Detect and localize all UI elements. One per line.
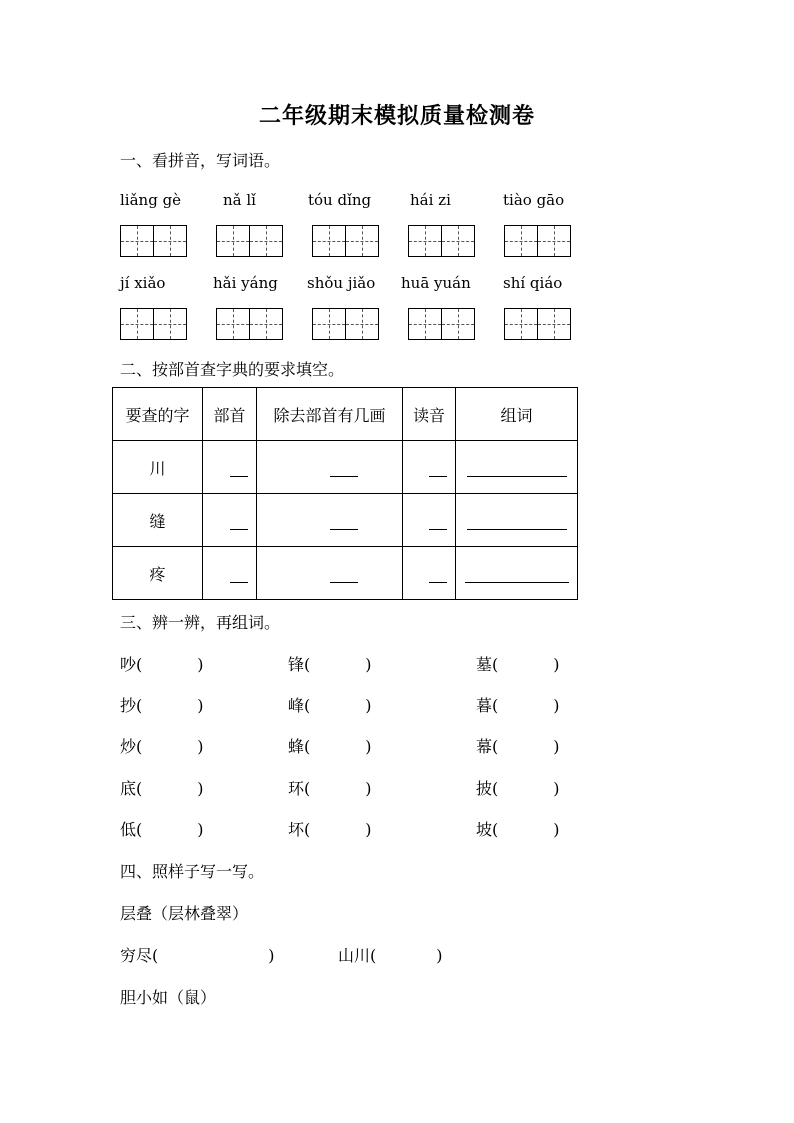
close-paren: )	[197, 779, 204, 798]
word-prompt: 山川(	[338, 946, 377, 965]
pinyin-label: shǒu jiǎo	[307, 274, 376, 292]
close-paren: )	[197, 820, 204, 839]
writing-grid[interactable]	[120, 308, 187, 340]
close-paren: )	[553, 737, 560, 756]
pinyin-label: huā yuán	[401, 274, 471, 292]
char-prompt: 锋(	[288, 655, 311, 674]
word-prompt: 穷尽(	[120, 946, 159, 965]
char-prompt: 蜂(	[288, 737, 311, 756]
writing-grid[interactable]	[312, 225, 379, 257]
pronunciation-blank[interactable]	[403, 441, 456, 494]
word-item[interactable]	[120, 652, 204, 675]
close-paren: )	[197, 696, 204, 715]
table-header: 部首	[203, 388, 257, 441]
word-blank[interactable]	[456, 547, 578, 600]
pinyin-label: tiào gāo	[503, 191, 565, 209]
word-item[interactable]	[476, 776, 560, 799]
radical-blank[interactable]	[203, 547, 257, 600]
pinyin-label: shí qiáo	[503, 274, 563, 292]
close-paren: )	[197, 737, 204, 756]
writing-grid[interactable]	[216, 308, 283, 340]
word-blank[interactable]	[456, 494, 578, 547]
char-prompt: 墓(	[476, 655, 499, 674]
strokes-blank[interactable]	[257, 494, 403, 547]
lookup-char: 缝	[113, 494, 203, 547]
word-item[interactable]	[338, 943, 443, 966]
pinyin-label: jí xiǎo	[120, 274, 166, 292]
close-paren: )	[268, 946, 275, 965]
writing-grid[interactable]	[504, 225, 571, 257]
char-prompt: 暮(	[476, 696, 499, 715]
example-line: 胆小如（鼠）	[120, 988, 217, 1007]
char-prompt: 环(	[288, 779, 311, 798]
radical-blank[interactable]	[203, 441, 257, 494]
word-item[interactable]	[288, 734, 372, 757]
word-item[interactable]	[120, 943, 275, 966]
char-prompt: 幕(	[476, 737, 499, 756]
section2-heading: 二、按部首查字典的要求填空。	[120, 360, 345, 379]
example-line: 层叠（层林叠翠）	[120, 904, 249, 923]
word-item[interactable]	[288, 776, 372, 799]
lookup-char: 川	[113, 441, 203, 494]
close-paren: )	[365, 655, 372, 674]
strokes-blank[interactable]	[257, 441, 403, 494]
char-prompt: 坡(	[476, 820, 499, 839]
word-item[interactable]	[120, 776, 204, 799]
word-item[interactable]	[120, 734, 204, 757]
pinyin-label: nǎ lǐ	[223, 191, 256, 209]
word-item[interactable]	[476, 693, 560, 716]
close-paren: )	[553, 655, 560, 674]
word-item[interactable]	[120, 817, 204, 840]
table-row	[113, 494, 578, 547]
lookup-char: 疼	[113, 547, 203, 600]
section4-heading: 四、照样子写一写。	[120, 862, 265, 881]
word-blank[interactable]	[456, 441, 578, 494]
word-item[interactable]	[476, 652, 560, 675]
table-header: 除去部首有几画	[257, 388, 403, 441]
strokes-blank[interactable]	[257, 547, 403, 600]
char-prompt: 炒(	[120, 737, 143, 756]
radical-blank[interactable]	[203, 494, 257, 547]
writing-grid[interactable]	[408, 225, 475, 257]
close-paren: )	[365, 737, 372, 756]
writing-grid[interactable]	[120, 225, 187, 257]
page-title: 二年级期末模拟质量检测卷	[258, 103, 535, 129]
char-prompt: 峰(	[288, 696, 311, 715]
close-paren: )	[197, 655, 204, 674]
word-item[interactable]	[120, 693, 204, 716]
char-prompt: 披(	[476, 779, 499, 798]
pinyin-label: hái zi	[410, 191, 451, 209]
close-paren: )	[365, 696, 372, 715]
word-item[interactable]	[476, 734, 560, 757]
table-header-row	[113, 388, 578, 441]
table-header: 要查的字	[113, 388, 203, 441]
pinyin-label: tóu dǐng	[308, 191, 372, 209]
writing-grid[interactable]	[408, 308, 475, 340]
table-header: 组词	[456, 388, 578, 441]
word-item[interactable]	[288, 693, 372, 716]
char-prompt: 低(	[120, 820, 143, 839]
dictionary-table	[112, 387, 578, 600]
word-item[interactable]	[476, 817, 560, 840]
pronunciation-blank[interactable]	[403, 547, 456, 600]
table-header: 读音	[403, 388, 456, 441]
section1-heading: 一、看拼音，写词语。	[120, 151, 281, 170]
close-paren: )	[365, 779, 372, 798]
pronunciation-blank[interactable]	[403, 494, 456, 547]
close-paren: )	[553, 820, 560, 839]
pinyin-label: liǎng gè	[120, 191, 182, 209]
close-paren: )	[553, 779, 560, 798]
word-item[interactable]	[288, 817, 372, 840]
close-paren: )	[436, 946, 443, 965]
char-prompt: 吵(	[120, 655, 143, 674]
writing-grid[interactable]	[216, 225, 283, 257]
pinyin-label: hǎi yáng	[213, 274, 278, 292]
table-row	[113, 547, 578, 600]
word-item[interactable]	[288, 652, 372, 675]
writing-grid[interactable]	[504, 308, 571, 340]
section3-heading: 三、辨一辨，再组词。	[120, 613, 281, 632]
writing-grid[interactable]	[312, 308, 379, 340]
char-prompt: 底(	[120, 779, 143, 798]
close-paren: )	[553, 696, 560, 715]
table-row	[113, 441, 578, 494]
char-prompt: 坏(	[288, 820, 311, 839]
close-paren: )	[365, 820, 372, 839]
char-prompt: 抄(	[120, 696, 143, 715]
